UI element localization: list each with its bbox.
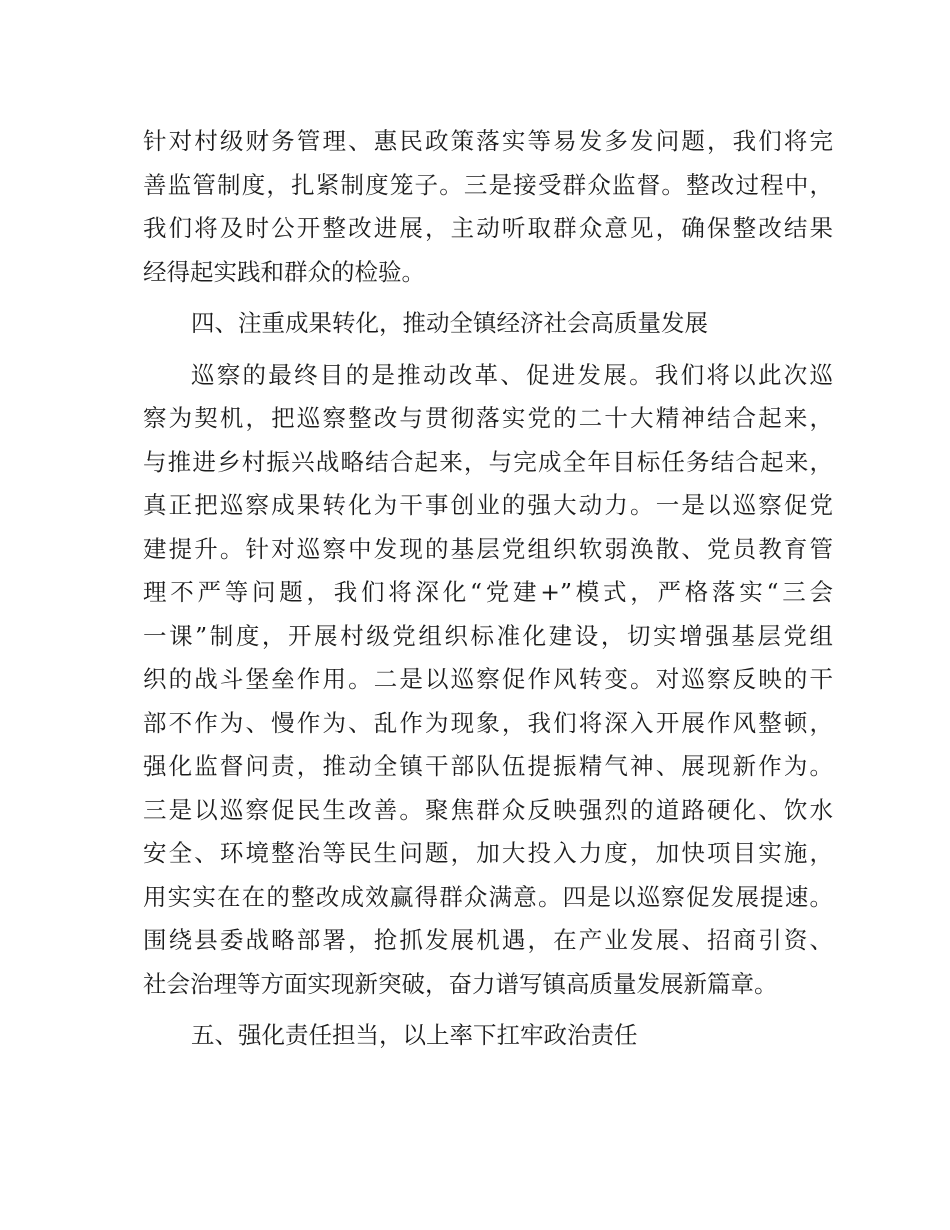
- text-line: 强化监督问责，推动全镇干部队伍提振精气神、展现新作为。: [143, 752, 833, 780]
- text-line: 围绕县委战略部署，抢抓发展机遇，在产业发展、招商引资、: [143, 926, 833, 954]
- text-line: 察为契机，把巡察整改与贯彻落实党的二十大精神结合起来，: [143, 404, 833, 432]
- text-line: 三是以巡察促民生改善。聚焦群众反映强烈的道路硬化、饮水: [143, 795, 833, 824]
- text-line: 社会治理等方面实现新突破，奋力谱写镇高质量发展新篇章。: [143, 969, 778, 998]
- text-line: 一课”制度，开展村级党组织标准化建设，切实增强基层党组: [143, 621, 833, 650]
- paragraph-rectification-supervision: [143, 120, 833, 294]
- section-heading-4: 四、注重成果转化，推动全镇经济社会高质量发展: [191, 309, 708, 337]
- text-line: 巡察的最终目的是推动改革、促进发展。我们将以此次巡: [191, 360, 833, 389]
- paragraph-results-transformation: [143, 354, 833, 1007]
- text-line: 我们将及时公开整改进展，主动听取群众意见，确保整改结果: [143, 214, 833, 242]
- text-line: 理不严等问题，我们将深化“党建+”模式，严格落实“三会: [143, 578, 833, 606]
- text-line: 建提升。针对巡察中发现的基层党组织软弱涣散、党员教育管: [143, 534, 833, 563]
- text-line: 真正把巡察成果转化为干事创业的强大动力。一是以巡察促党: [143, 491, 833, 519]
- text-line: 善监管制度，扎紧制度笼子。三是接受群众监督。整改过程中，: [143, 170, 833, 199]
- text-line: 经得起实践和群众的检验。: [143, 257, 425, 286]
- text-line: 织的战斗堡垒作用。二是以巡察促作风转变。对巡察反映的干: [143, 665, 833, 693]
- text-line: 与推进乡村振兴战略结合起来，与完成全年目标任务结合起来，: [143, 447, 833, 476]
- text-line: 部不作为、慢作为、乱作为现象，我们将深入开展作风整顿，: [143, 708, 833, 737]
- section-heading-5: 五、强化责任担当，以上率下扛牢政治责任: [191, 1021, 638, 1049]
- text-line: 用实实在在的整改成效赢得群众满意。四是以巡察促发展提速。: [143, 882, 833, 911]
- text-line: 针对村级财务管理、惠民政策落实等易发多发问题，我们将完: [143, 127, 833, 155]
- text-line: 安全、环境整治等民生问题，加大投入力度，加快项目实施，: [143, 839, 833, 867]
- document-body: [143, 120, 833, 1066]
